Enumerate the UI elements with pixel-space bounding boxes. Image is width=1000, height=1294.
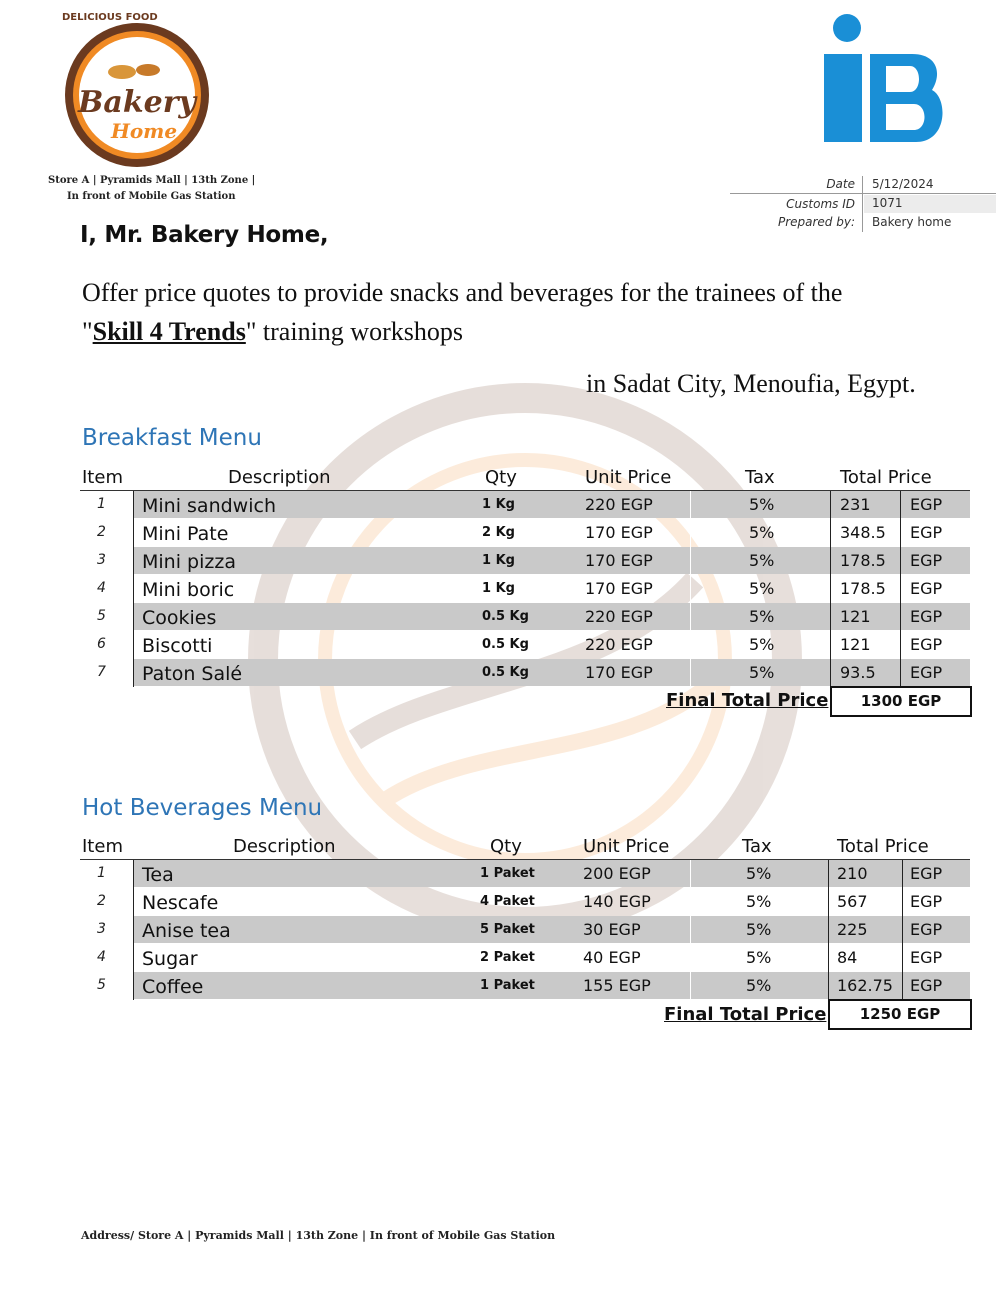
item-number: 3 [97,552,106,568]
item-currency: EGP [910,635,943,654]
column-divider [828,860,829,888]
item-currency: EGP [910,607,943,626]
item-tax: 5% [749,635,775,654]
col-header-unit-price: Unit Price [585,467,672,488]
item-tax: 5% [746,892,772,911]
item-currency: EGP [910,920,943,939]
item-unit-price: 200 EGP [583,864,651,883]
item-qty: 1 Paket [480,978,535,993]
project-name: Skill 4 Trends [92,317,246,346]
column-divider [690,888,691,916]
bakery-home-logo [62,12,212,170]
item-number: 6 [97,636,106,652]
item-number: 4 [97,580,106,596]
col-header-description: Description [228,467,331,488]
intro-line-2-rest: " training workshops [245,317,463,346]
table-row [97,603,970,630]
item-qty: 2 Paket [480,950,535,965]
col-header-total-price: Total Price [840,467,932,488]
column-divider [828,972,829,1000]
column-divider [690,603,691,631]
column-divider [830,519,831,547]
column-divider [830,491,831,519]
col-header-item: Item [82,836,123,857]
table-row [97,860,970,887]
column-divider [690,916,691,944]
item-currency: EGP [910,495,943,514]
item-number: 7 [97,664,106,680]
table-row [97,547,970,574]
item-tax: 5% [749,607,775,626]
meta-vertical-divider [862,176,863,232]
date-value: 5/12/2024 [872,177,934,191]
item-description: Biscotti [142,635,213,657]
column-divider [900,659,901,687]
item-currency: EGP [910,579,943,598]
store-address-line1: Store A | Pyramids Mall | 13th Zone | [48,175,256,186]
column-divider [900,603,901,631]
ib-logo [820,14,950,146]
column-divider [690,575,691,603]
item-description: Sugar [142,948,198,970]
column-divider [690,491,691,519]
item-number: 1 [97,865,106,881]
intro-quote-open: " [82,317,93,346]
item-tax: 5% [749,495,775,514]
item-total: 84 [837,948,858,967]
table-left-border [133,491,134,687]
item-qty: 1 Paket [480,866,535,881]
item-qty: 0.5 Kg [482,637,529,652]
item-currency: EGP [910,864,943,883]
column-divider [902,916,903,944]
item-total: 210 [837,864,868,883]
item-qty: 0.5 Kg [482,609,529,624]
item-tax: 5% [749,551,775,570]
item-qty: 1 Kg [482,553,515,568]
column-divider [690,659,691,687]
item-tax: 5% [746,920,772,939]
column-divider [690,631,691,659]
item-unit-price: 220 EGP [585,607,653,626]
date-label: Date [826,177,855,191]
column-divider [690,519,691,547]
item-tax: 5% [749,523,775,542]
col-header-tax: Tax [742,836,772,857]
item-total: 93.5 [840,663,876,682]
table-row [97,575,970,602]
item-unit-price: 170 EGP [585,663,653,682]
column-divider [902,944,903,972]
col-header-tax: Tax [745,467,775,488]
item-unit-price: 220 EGP [585,495,653,514]
column-divider [690,972,691,1000]
item-currency: EGP [910,663,943,682]
item-description: Mini pizza [142,551,236,573]
column-divider [900,575,901,603]
item-total: 178.5 [840,551,886,570]
column-divider [830,575,831,603]
item-unit-price: 30 EGP [583,920,641,939]
item-qty: 4 Paket [480,894,535,909]
greeting: I, Mr. Bakery Home, [80,222,329,248]
column-divider [830,603,831,631]
item-description: Nescafe [142,892,219,914]
column-divider [828,888,829,916]
item-total: 567 [837,892,868,911]
item-total: 225 [837,920,868,939]
logo-main-text: Bakery [78,85,196,120]
item-qty: 1 Kg [482,581,515,596]
item-total: 178.5 [840,579,886,598]
item-currency: EGP [910,523,943,542]
item-unit-price: 140 EGP [583,892,651,911]
item-number: 5 [97,977,106,993]
item-tax: 5% [749,579,775,598]
item-total: 231 [840,495,871,514]
item-description: Cookies [142,607,217,629]
column-divider [690,547,691,575]
col-header-description: Description [233,836,336,857]
item-unit-price: 40 EGP [583,948,641,967]
item-currency: EGP [910,976,943,995]
table-row [97,491,970,518]
item-description: Mini Pate [142,523,229,545]
customs-id-value: 1071 [872,196,903,210]
item-description: Anise tea [142,920,231,942]
meta-divider-line [730,193,996,194]
column-divider [690,944,691,972]
beverages-menu-title: Hot Beverages Menu [82,795,323,821]
column-divider [902,860,903,888]
item-description: Mini boric [142,579,235,601]
footer-address: Address/ Store A | Pyramids Mall | 13th Zone | In front of Mobile Gas Station [81,1229,556,1242]
item-unit-price: 170 EGP [585,551,653,570]
column-divider [900,491,901,519]
breakfast-menu-title: Breakfast Menu [82,425,262,451]
column-divider [900,631,901,659]
location-line: in Sadat City, Menoufia, Egypt. [586,369,916,398]
column-divider [902,972,903,1000]
prepared-by-value: Bakery home [872,215,952,229]
col-header-qty: Qty [490,836,522,857]
item-currency: EGP [910,892,943,911]
col-header-total-price: Total Price [837,836,929,857]
item-number: 1 [97,496,106,512]
item-tax: 5% [746,864,772,883]
breakfast-final-total-label: Final Total Price [666,690,829,711]
table-row [97,659,970,686]
col-header-qty: Qty [485,467,517,488]
item-description: Coffee [142,976,204,998]
column-divider [828,944,829,972]
item-tax: 5% [749,663,775,682]
item-number: 3 [97,921,106,937]
table-row [97,519,970,546]
intro-line-1: Offer price quotes to provide snacks and beverages for the trainees of the [82,278,843,307]
item-number: 2 [97,524,106,540]
item-unit-price: 220 EGP [585,635,653,654]
column-divider [690,860,691,888]
item-tax: 5% [746,948,772,967]
column-divider [830,631,831,659]
item-unit-price: 155 EGP [583,976,651,995]
table-left-border [133,860,134,1000]
logo-sub-text: Home [110,119,178,143]
item-unit-price: 170 EGP [585,579,653,598]
item-description: Mini sandwich [142,495,276,517]
logo-top-text: DELICIOUS FOOD [62,12,158,23]
item-unit-price: 170 EGP [585,523,653,542]
item-qty: 5 Paket [480,922,535,937]
item-qty: 1 Kg [482,497,515,512]
item-total: 121 [840,607,871,626]
intro-line-2 [82,317,463,347]
item-number: 5 [97,608,106,624]
item-qty: 2 Kg [482,525,515,540]
column-divider [830,659,831,687]
column-divider [900,547,901,575]
column-divider [900,519,901,547]
column-divider [830,547,831,575]
column-divider [828,916,829,944]
item-tax: 5% [746,976,772,995]
customs-id-label: Customs ID [786,197,855,211]
table-row [97,972,970,999]
table-row [97,631,970,658]
breakfast-final-total-value: 1300 EGP [830,686,972,717]
beverages-final-total-label: Final Total Price [664,1004,827,1025]
item-description: Tea [142,864,174,886]
store-address-line2: In front of Mobile Gas Station [67,191,236,202]
column-divider [902,888,903,916]
item-qty: 0.5 Kg [482,665,529,680]
col-header-unit-price: Unit Price [583,836,670,857]
item-total: 162.75 [837,976,893,995]
item-total: 348.5 [840,523,886,542]
item-number: 4 [97,949,106,965]
col-header-item: Item [82,467,123,488]
beverages-final-total-value: 1250 EGP [828,999,972,1030]
item-number: 2 [97,893,106,909]
table-row [97,916,970,943]
table-row [97,888,970,915]
item-currency: EGP [910,551,943,570]
item-currency: EGP [910,948,943,967]
item-description: Paton Salé [142,663,243,685]
table-row [97,944,970,971]
prepared-by-label: Prepared by: [777,215,855,229]
item-total: 121 [840,635,871,654]
